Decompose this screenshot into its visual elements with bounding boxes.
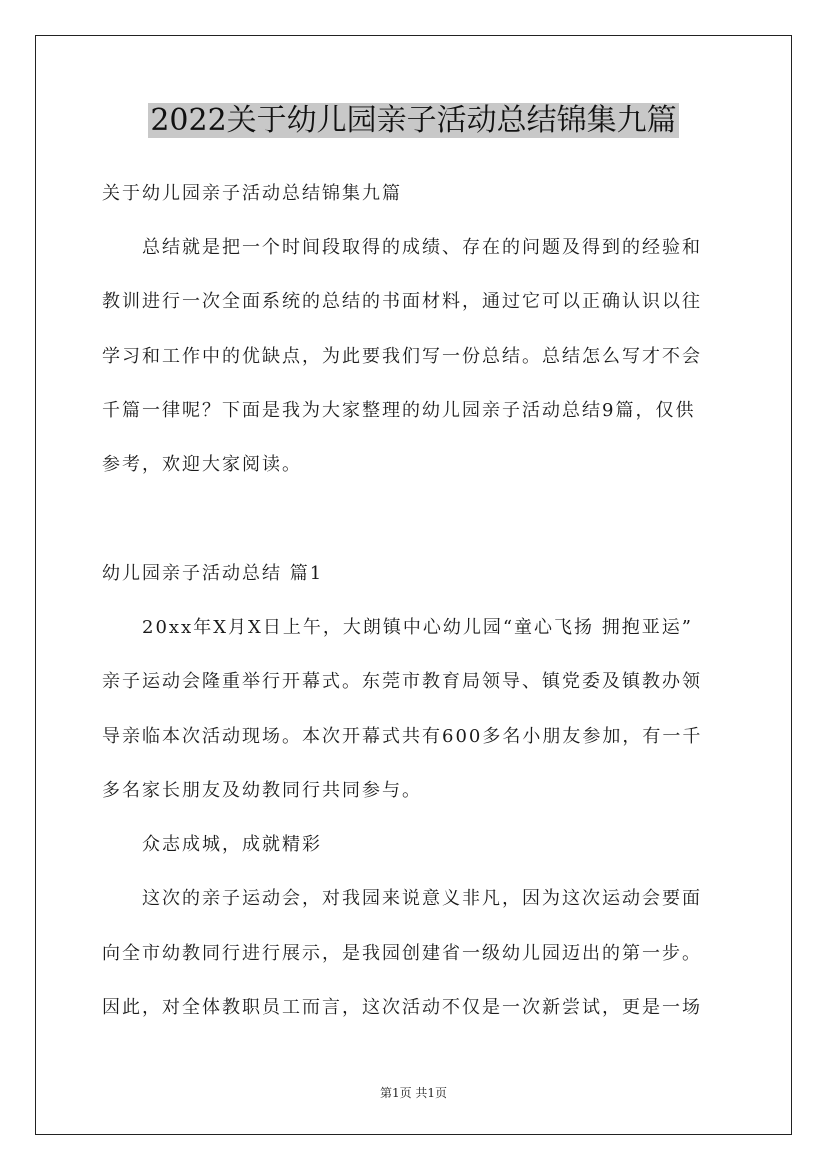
intro-line: 学习和工作中的优缺点，为此要我们写一份总结。总结怎么写才不会 bbox=[102, 346, 702, 367]
intro-line: 教训进行一次全面系统的总结的书面材料，通过它可以正确认识以往 bbox=[102, 291, 702, 312]
document-title-text: 2022关于幼儿园亲子活动总结锦集九篇 bbox=[150, 103, 677, 138]
document-title bbox=[0, 101, 827, 141]
paragraph-line: 导亲临本次活动现场。本次开幕式共有600多名小朋友参加，有一千 bbox=[102, 726, 703, 747]
paragraph-line: 20xx年X月X日上午，大朗镇中心幼儿园“童心飞扬 拥抱亚运” bbox=[142, 617, 693, 638]
paragraph-line: 向全市幼教同行进行展示，是我园创建省一级幼儿园迈出的第一步。 bbox=[102, 943, 702, 964]
page-footer: 第1页 共1页 bbox=[379, 1086, 448, 1100]
paragraph-line: 这次的亲子运动会，对我园来说意义非凡，因为这次运动会要面 bbox=[142, 888, 702, 909]
intro-line: 总结就是把一个时间段取得的成绩、存在的问题及得到的经验和 bbox=[142, 237, 702, 258]
intro-line: 千篇一律呢？下面是我为大家整理的幼儿园亲子活动总结9篇，仅供 bbox=[102, 400, 696, 421]
intro-line: 参考，欢迎大家阅读。 bbox=[102, 454, 302, 475]
paragraph-line: 多名家长朋友及幼教同行共同参与。 bbox=[102, 780, 422, 801]
subheading: 众志成城，成就精彩 bbox=[142, 834, 322, 855]
paragraph-line: 因此，对全体教职员工而言，这次活动不仅是一次新尝试，更是一场 bbox=[102, 997, 702, 1018]
section-heading: 幼儿园亲子活动总结 篇1 bbox=[102, 563, 324, 584]
paragraph-line: 亲子运动会隆重举行开幕式。东莞市教育局领导、镇党委及镇教办领 bbox=[102, 671, 702, 692]
document-subtitle: 关于幼儿园亲子活动总结锦集九篇 bbox=[102, 183, 402, 204]
